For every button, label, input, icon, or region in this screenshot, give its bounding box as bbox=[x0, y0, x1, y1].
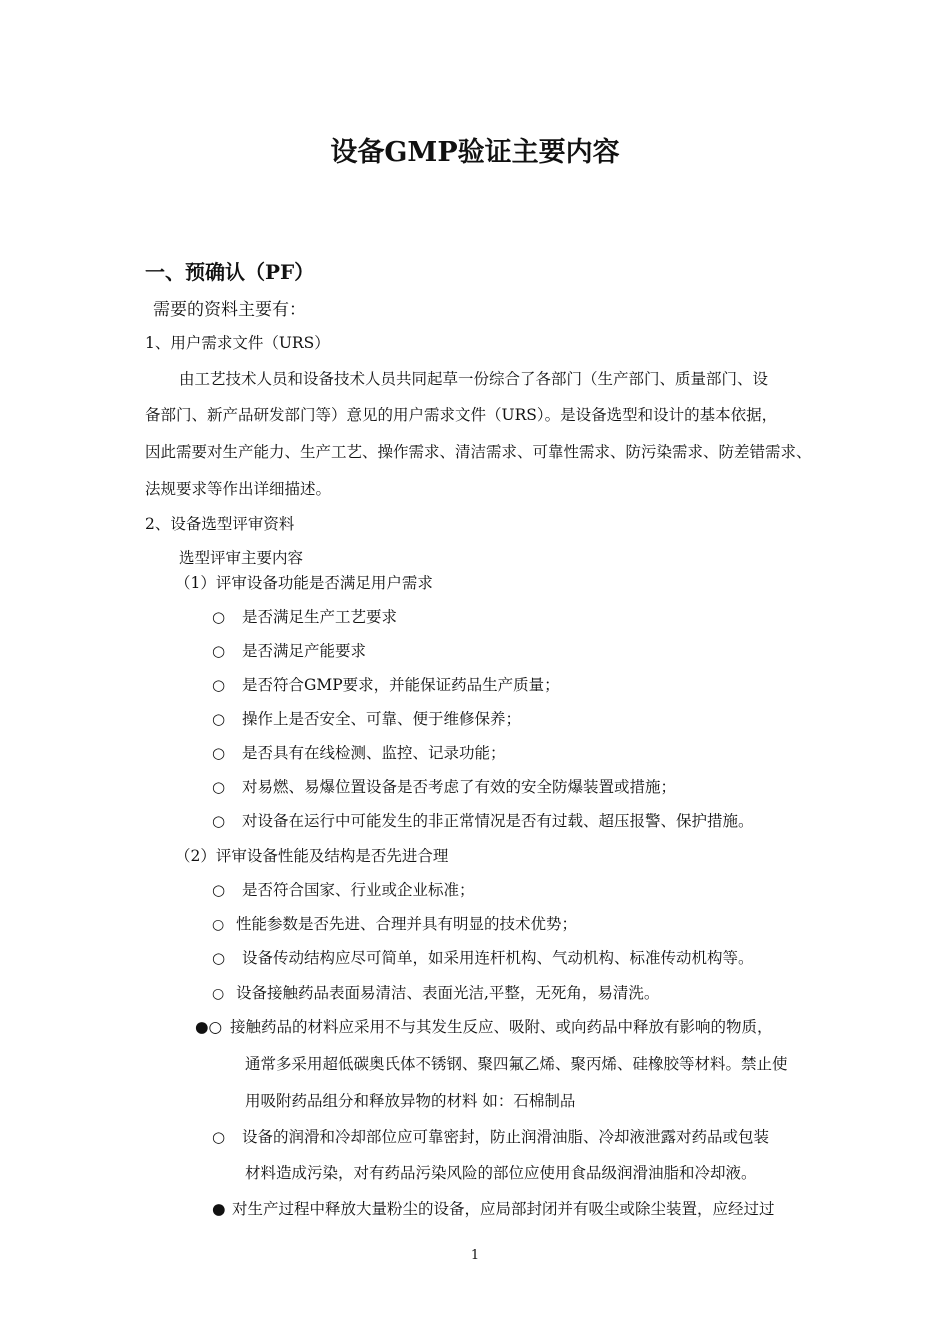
circle-bullet-icon: ○ bbox=[212, 881, 226, 899]
circle-bullet-icon: ○ bbox=[212, 642, 226, 660]
list-item: ●○ 接触药品的材料应采用不与其发生反应、吸附、或向药品中释放有影响的物质， bbox=[195, 1018, 773, 1036]
list-item-continuation: 通常多采用超低碳奥氏体不锈钢、聚四氟乙烯、聚丙烯、硅橡胶等材料。禁止使 bbox=[245, 1055, 788, 1073]
list-item: ○ 是否符合国家、行业或企业标准； bbox=[212, 881, 475, 899]
list-item: ● 对生产过程中释放大量粉尘的设备，应局部封闭并有吸尘或除尘装置，应经过过 bbox=[212, 1200, 775, 1218]
list-item: ○ 设备接触药品表面易清洁、表面光洁,平整，无死角，易清洗。 bbox=[212, 984, 660, 1002]
circle-bullet-icon: ○ bbox=[212, 608, 226, 626]
document-title: 设备GMP验证主要内容 bbox=[330, 137, 620, 168]
filled-bullet-icon: ● bbox=[212, 1200, 226, 1218]
section-heading-pf: 一、预确认（PF） bbox=[145, 260, 315, 284]
item2-sub: 选型评审主要内容 bbox=[179, 549, 304, 567]
group2-heading: （2）评审设备性能及结构是否先进合理 bbox=[175, 847, 449, 865]
list-item: ○ 是否符合GMP要求，并能保证药品生产质量； bbox=[212, 676, 560, 694]
list-item: ○ 是否满足产能要求 bbox=[212, 642, 367, 660]
list-item: ○ 对设备在运行中可能发生的非正常情况是否有过载、超压报警、保护措施。 bbox=[212, 812, 754, 830]
circle-bullet-icon: ○ bbox=[212, 744, 226, 762]
circle-bullet-icon: ○ bbox=[212, 710, 226, 728]
list-item: ○ 设备传动结构应尽可简单，如采用连杆机构、气动机构、标准传动机构等。 bbox=[212, 949, 754, 967]
item2-heading: 2、设备选型评审资料 bbox=[145, 515, 295, 533]
item1-line-4: 法规要求等作出详细描述。 bbox=[145, 480, 332, 498]
item1-line-1: 由工艺技术人员和设备技术人员共同起草一份综合了各部门（生产部门、质量部门、设 bbox=[179, 370, 769, 388]
circle-bullet-icon: ○ bbox=[212, 812, 226, 830]
dot-circle-bullet-icon: ●○ bbox=[195, 1018, 223, 1036]
list-item: ○ 是否满足生产工艺要求 bbox=[212, 608, 398, 626]
circle-bullet-icon: ○ bbox=[212, 1128, 226, 1146]
list-item-continuation: 用吸附药品组分和释放异物的材料 如：石棉制品 bbox=[245, 1092, 576, 1110]
circle-bullet-icon: ○ bbox=[212, 949, 226, 967]
list-item: ○ 是否具有在线检测、监控、记录功能； bbox=[212, 744, 506, 762]
list-item: ○ 性能参数是否先进、合理并具有明显的技术优势； bbox=[212, 915, 578, 933]
group1-heading: （1）评审设备功能是否满足用户需求 bbox=[175, 574, 433, 592]
item1-heading: 1、用户需求文件（URS） bbox=[145, 334, 330, 352]
list-item: ○ 设备的润滑和冷却部位应可靠密封，防止润滑油脂、冷却液泄露对药品或包装 bbox=[212, 1128, 770, 1146]
intro-text: 需要的资料主要有： bbox=[153, 300, 306, 320]
circle-bullet-icon: ○ bbox=[212, 917, 225, 933]
item1-line-2: 备部门、新产品研发部门等）意见的用户需求文件（URS）。是设备选型和设计的基本依据， bbox=[145, 406, 778, 424]
list-item: ○ 操作上是否安全、可靠、便于维修保养； bbox=[212, 710, 522, 728]
circle-bullet-icon: ○ bbox=[212, 986, 225, 1002]
list-item-continuation: 材料造成污染，对有药品污染风险的部位应使用食品级润滑油脂和冷却液。 bbox=[245, 1164, 757, 1182]
circle-bullet-icon: ○ bbox=[212, 676, 226, 694]
page-number: 1 bbox=[470, 1248, 480, 1263]
list-item: ○ 对易燃、易爆位置设备是否考虑了有效的安全防爆装置或措施； bbox=[212, 778, 677, 796]
item1-line-3: 因此需要对生产能力、生产工艺、操作需求、清洁需求、可靠性需求、防污染需求、防差错需求、 bbox=[145, 443, 812, 461]
circle-bullet-icon: ○ bbox=[212, 778, 226, 796]
